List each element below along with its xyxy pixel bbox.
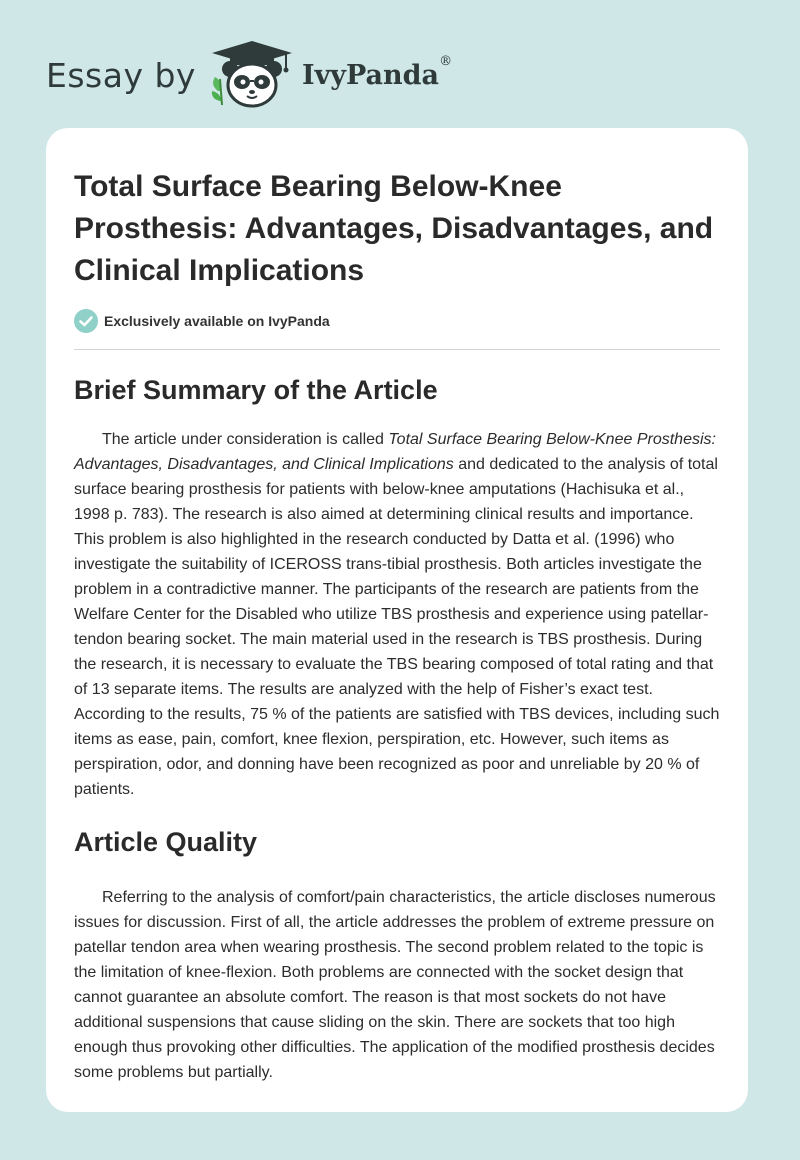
registered-mark: ® <box>439 53 453 69</box>
cited-title: Total Surface Bearing Below-Knee Prosthesis: Advantages, Disadvantages, and Clinical Implications <box>74 431 716 473</box>
exclusive-badge <box>74 308 720 334</box>
section-heading: Article Quality <box>74 827 258 857</box>
section-quality <box>74 824 720 1085</box>
page-title: Total Surface Bearing Below-Knee Prosthesis: Advantages, Disadvantages, and Clinical Implications <box>74 170 714 287</box>
panda-logo-icon <box>206 39 298 111</box>
divider <box>74 349 720 350</box>
check-circle-icon <box>74 309 98 333</box>
section-heading: Brief Summary of the Article <box>74 375 438 405</box>
section-paragraph: The article under consideration is called Total Surface Bearing Below-Knee Prosthesis: Advantages, Disadvantages, and Clinical Implications and dedicated to the analysis of total surface bearing prosthesis for patients with below-knee amputations (Hachisuka et al., 1998 p. 783). The research is also aimed at determining clinical results and importance. This problem is also highlighted in the research conducted by Datta et al. (1996) who investigate the suitability of ICEROSS trans-tibial prosthesis. Both articles investigate the problem in a contradictive manner. The participants of the research are patients from the Welfare Center for the Disabled who utilize TBS prosthesis and experience using patellar-tendon bearing socket. The main material used in the research is TBS prosthesis. During the research, it is necessary to evaluate the TBS bearing composed of total rating and that of 13 separate items. The results are analyzed with the help of Fisher’s exact test. According to the results, 75 % of the patients are satisfied with TBS devices, including such items as ease, pain, comfort, knee flexion, perspiration, etc. However, such items as perspiration, odor, and donning have been recognized as poor and unreliable by 20 % of patients. <box>74 431 720 798</box>
section-paragraph: Referring to the analysis of comfort/pain characteristics, the article discloses numerous issues for discussion. First of all, the article addresses the problem of extreme pressure on patellar tendon area when wearing prosthesis. The second problem related to the topic is the limitation of knee-flexion. Both problems are connected with the socket design that cannot guarantee an absolute comfort. The reason is that most sockets do not have additional suspensions that cause sliding on the skin. There are sockets that too high enough thus provoking other difficulties. The application of the modified prosthesis decides some problems but partially. <box>74 889 716 1081</box>
article-card <box>46 128 748 1112</box>
section-summary <box>74 372 720 802</box>
brand-prefix: Essay by <box>46 55 196 95</box>
brand-header[interactable] <box>46 38 452 112</box>
exclusive-badge-text: Exclusively available on IvyPanda <box>104 313 330 329</box>
brand-name: IvyPanda® <box>301 53 453 91</box>
